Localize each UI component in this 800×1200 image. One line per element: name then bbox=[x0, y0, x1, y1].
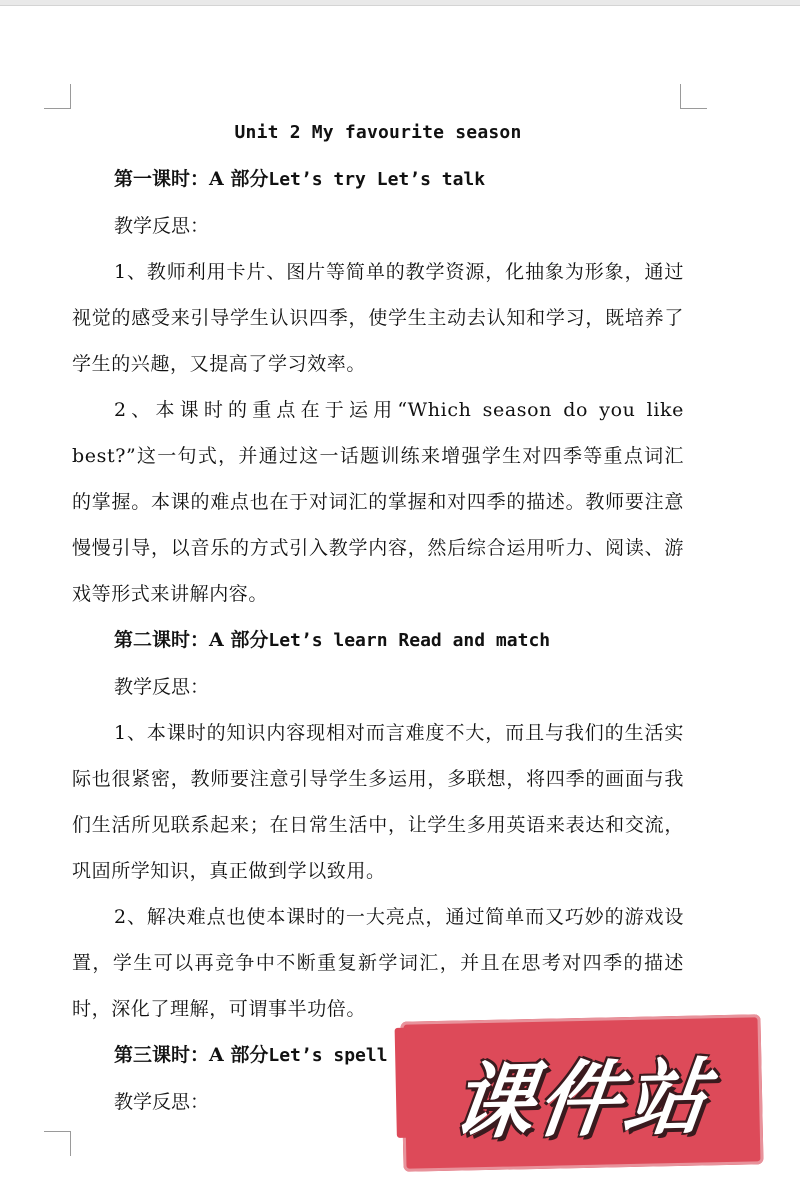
watermark-text: 课件站 bbox=[446, 1049, 716, 1151]
page-top-edge bbox=[0, 0, 800, 6]
section-2-paragraph-2: 2、解决难点也使本课时的一大亮点，通过简单而又巧妙的游戏设置，学生可以再竞争中不断重复新学词汇，并且在思考对四季的描述时，深化了理解，可谓事半功倍。 bbox=[72, 906, 684, 1020]
section-1-paragraph-2: 2、本课时的重点在于运用“Which season do you like best?”这一句式，并通过这一话题训练来增强学生对四季等重点词汇的掌握。本课的难点也在于对词汇的掌握和对四季的描述。教师要注意慢慢引导，以音乐的方式引入教学内容，然后综合运用听力、阅读、游戏等形式来讲解内容。 bbox=[72, 399, 684, 605]
section-3-label: 教学反思： bbox=[114, 1091, 210, 1113]
section-2-paragraph-1: 1、本课时的知识内容现相对而言难度不大，而且与我们的生活实际也很紧密，教师要注意引导学生多运用，多联想，将四季的画面与我们生活所见联系起来；在日常生活中，让学生多用英语来表达和交流，巩固所学知识，真正做到学以致用。 bbox=[72, 722, 684, 882]
document-title: Unit 2 My favourite season bbox=[234, 122, 522, 143]
section-1-heading-cn: 第一课时：A 部分 bbox=[114, 168, 269, 190]
section-2-heading-cn: 第二课时：A 部分 bbox=[114, 629, 269, 651]
section-2-label: 教学反思： bbox=[114, 676, 210, 698]
section-3-heading-en: Let’s spell bbox=[268, 1045, 388, 1066]
crop-mark-top-left bbox=[44, 84, 71, 109]
section-1-paragraph-1: 1、教师利用卡片、图片等简单的教学资源，化抽象为形象，通过视觉的感受来引导学生认识四季，使学生主动去认知和学习，既培养了学生的兴趣，又提高了学习效率。 bbox=[72, 261, 684, 375]
section-2-heading-en: Let’s learn Read and match bbox=[268, 630, 551, 651]
section-3-heading-cn: 第三课时：A 部分 bbox=[114, 1044, 269, 1066]
section-1-heading-en: Let’s try Let’s talk bbox=[268, 169, 486, 190]
crop-mark-bottom-left bbox=[44, 1131, 71, 1156]
section-1-label: 教学反思： bbox=[114, 215, 210, 237]
watermark-stamp bbox=[400, 1014, 763, 1172]
crop-mark-top-right bbox=[680, 84, 707, 109]
section-1-heading bbox=[72, 156, 684, 203]
section-2-heading bbox=[72, 617, 684, 664]
document-body bbox=[72, 110, 684, 1125]
